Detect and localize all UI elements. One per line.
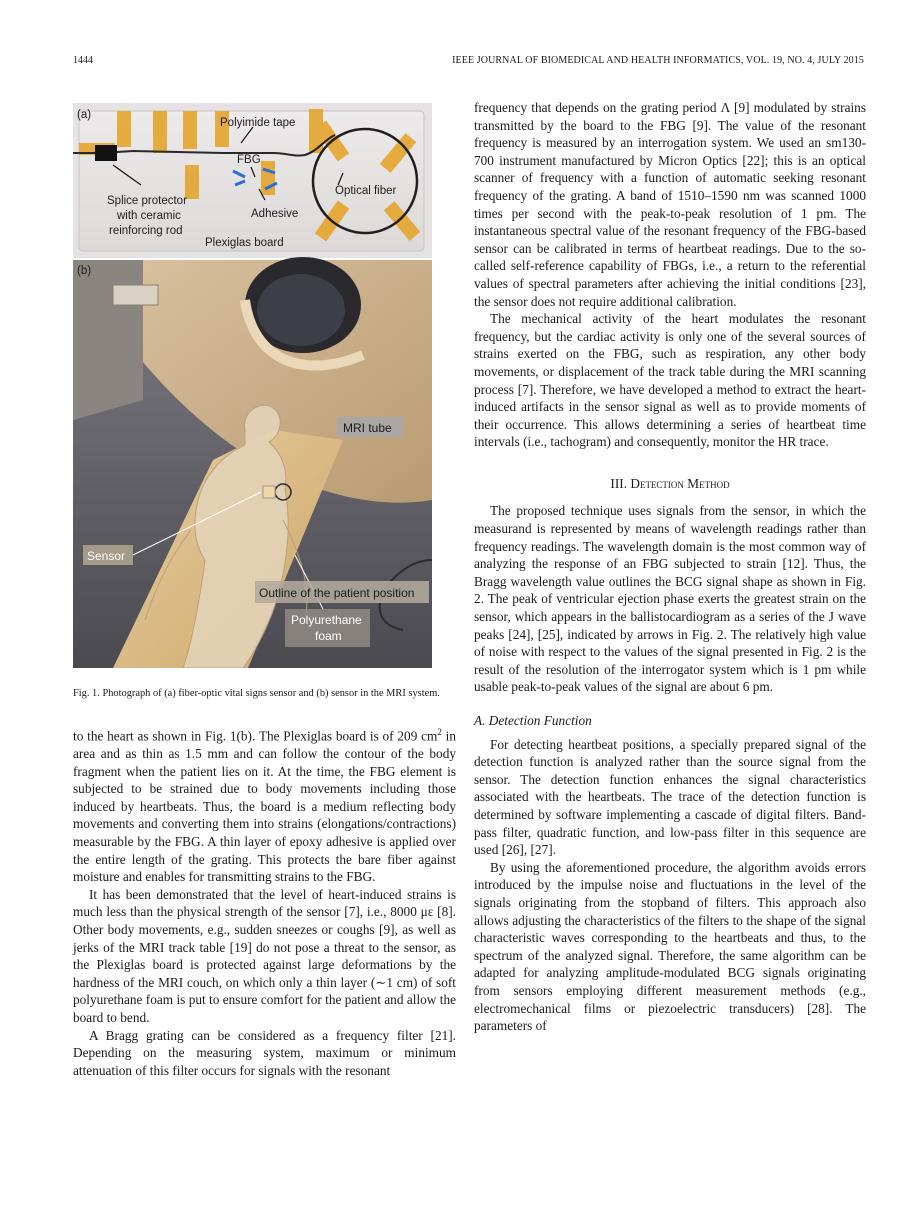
label-foam-2: foam bbox=[315, 629, 342, 643]
figure-1-illustration bbox=[73, 103, 432, 668]
label-splice-3: reinforcing rod bbox=[109, 225, 183, 237]
panel-a bbox=[73, 103, 432, 258]
left-paragraph-3: A Bragg grating can be considered as a frequency filter [21]. Depending on the measuring system, maximum or minimum attenuation of this filter occurs for signals with the resonant bbox=[73, 1027, 456, 1078]
label-splice-1: Splice protector bbox=[107, 195, 187, 207]
label-adhesive: Adhesive bbox=[251, 208, 299, 220]
panel-b-label: (b) bbox=[77, 265, 92, 277]
label-sensor: Sensor bbox=[87, 549, 126, 563]
label-optical-fiber: Optical fiber bbox=[335, 185, 397, 197]
label-splice-2: with ceramic bbox=[117, 210, 181, 222]
right-paragraph-5: By using the aforementioned procedure, the algorithm avoids errors introduced by the impulse noise and fluctuations in the level of the signals originating from the stopband of filters. This approach also allows adjusting the characteristics of the filters to the shape of the signal characteristic waves corresponding to the heartbeats and thus, to the spectrum of the analyzed signal. Therefore, the same algorithm can be adapted for analyzing amplitude-modulated BCG signals originating from sensors employing different measurement methods (e.g., electromechanical films or piezoelectric transducers) [28]. The parameters of bbox=[474, 859, 866, 1034]
subsection-heading: A. Detection Function bbox=[474, 713, 592, 728]
right-paragraph-3: The proposed technique uses signals from the sensor, in which the measurand is represented by means of wavelength readings rather than frequency readings. The wavelength domain is the most common way of analyzing the response of an FBG subjected to strain [12]. Thus, the Bragg wavelength value outlines the BCG signal shape as shown in Fig. 2. The peak of ventricular ejection phase exerts the greatest strain on the sensor, which appears in the ballistocardiogram as a series of the J wave peaks [24], [25], indicated by arrows in Fig. 2. The relatively high value of noise with respect to the values of the signal presented in Fig. 2 is the result of the resolution of the interrogator system which is 1 pm while usable peak-to-peak values of the signal are about 6 pm. bbox=[474, 503, 866, 695]
label-outline: Outline of the patient position bbox=[259, 586, 415, 600]
label-polyimide-tape: Polyimide tape bbox=[220, 117, 296, 129]
left-paragraph-2: It has been demonstrated that the level of heart-induced strains is much less than the physical strength of the sensor [7], i.e., 8000 με [8]. Other body movements, e.g., sudden sneezes or coughs [9], as well as jerks of the MRI track table [19] do not pose a threat to the sensor, as the Plexiglas board is protected against large deformations by the hardness of the MRI couch, on which only a thin layer (∼1 cm) of soft polyurethane foam is put to ensure comfort for the patient and allow the board to bend. bbox=[73, 886, 456, 1025]
label-mri-tube: MRI tube bbox=[343, 421, 392, 435]
figure-1 bbox=[73, 103, 432, 668]
section-heading: III. Detection Method bbox=[610, 475, 730, 491]
label-plexiglas-board: Plexiglas board bbox=[205, 237, 284, 249]
journal-header: IEEE JOURNAL OF BIOMEDICAL AND HEALTH INFORMATICS, VOL. 19, NO. 4, JULY 2015 bbox=[452, 55, 864, 66]
right-paragraph-4: For detecting heartbeat positions, a specially prepared signal of the detection function is analyzed rather than the source signal from the sensor. The detection function enhances the signal characteristics associated with the heartbeats. The trace of the detection function is determined by software implementing a cascade of digital filters. Band-pass filter, quadratic function, and low-pass filter in this sequence are used [26], [27]. bbox=[474, 736, 866, 858]
left-paragraph-1: to the heart as shown in Fig. 1(b). The Plexiglas board is of 209 $cm^2$ in area and as thin as 1.5 mm and can follow the contour of the body fragment when the patient lies on it. At the time, the FBG element is subjected to be strained due to body movements including those induced by heartbeats. Thus, the board is a medium reflecting body movements and converting them into strains (elongations/contractions) measurable by the FBG. A thin layer of epoxy adhesive is applied over the entire length of the grating. This protects the bare fiber against moisture and enables for transmitting strains to the FBG. bbox=[73, 727, 456, 885]
panel-b bbox=[73, 257, 432, 668]
page-number: 1444 bbox=[73, 55, 93, 66]
right-column bbox=[474, 99, 866, 1035]
left-column bbox=[73, 724, 456, 1079]
right-paragraph-1: frequency that depends on the grating period Λ [9] modulated by strains transmitted by the board to the FBG [9]. The value of the resonant frequency is measured by an interrogation system. We used an sm130-700 instrument manufactured by Micron Optics [22]; this is an optical scanner of frequency with a function of automatic seeking resonant frequency of the grating. A band of 1510–1590 nm was scanned 1000 times per second with the peak-to-peak resolution of 1 pm. The instantaneous spectral value of the resonant frequency of the FBG-based sensor can be calibrated in terms of heartbeat readings. Due to the so-called self-reference capability of FBGs, i.e., a return to the referential values of spectral parameters after achieving the initial conditions [23], the sensor does not require additional calibration. bbox=[474, 100, 866, 309]
label-foam-1: Polyurethane bbox=[291, 613, 362, 627]
figure-caption: Fig. 1. Photograph of (a) fiber-optic vital signs sensor and (b) sensor in the MRI system. bbox=[73, 688, 440, 699]
panel-a-label: (a) bbox=[77, 109, 92, 121]
label-fbg: FBG bbox=[237, 154, 261, 166]
right-paragraph-2: The mechanical activity of the heart modulates the resonant frequency, but the cardiac activity is only one of the several sources of strains exerted on the FBG, such as respiration, any other body movements, or displacement of the track table during the MRI scanning process [7]. Therefore, we have developed a method to extract the heart-induced artifacts in the sensor signal as well as to provide moments of their occurrence. This allows determining a series of heartbeat time intervals (i.e., tachogram) and consequently, monitor the HR trace. bbox=[474, 311, 866, 450]
